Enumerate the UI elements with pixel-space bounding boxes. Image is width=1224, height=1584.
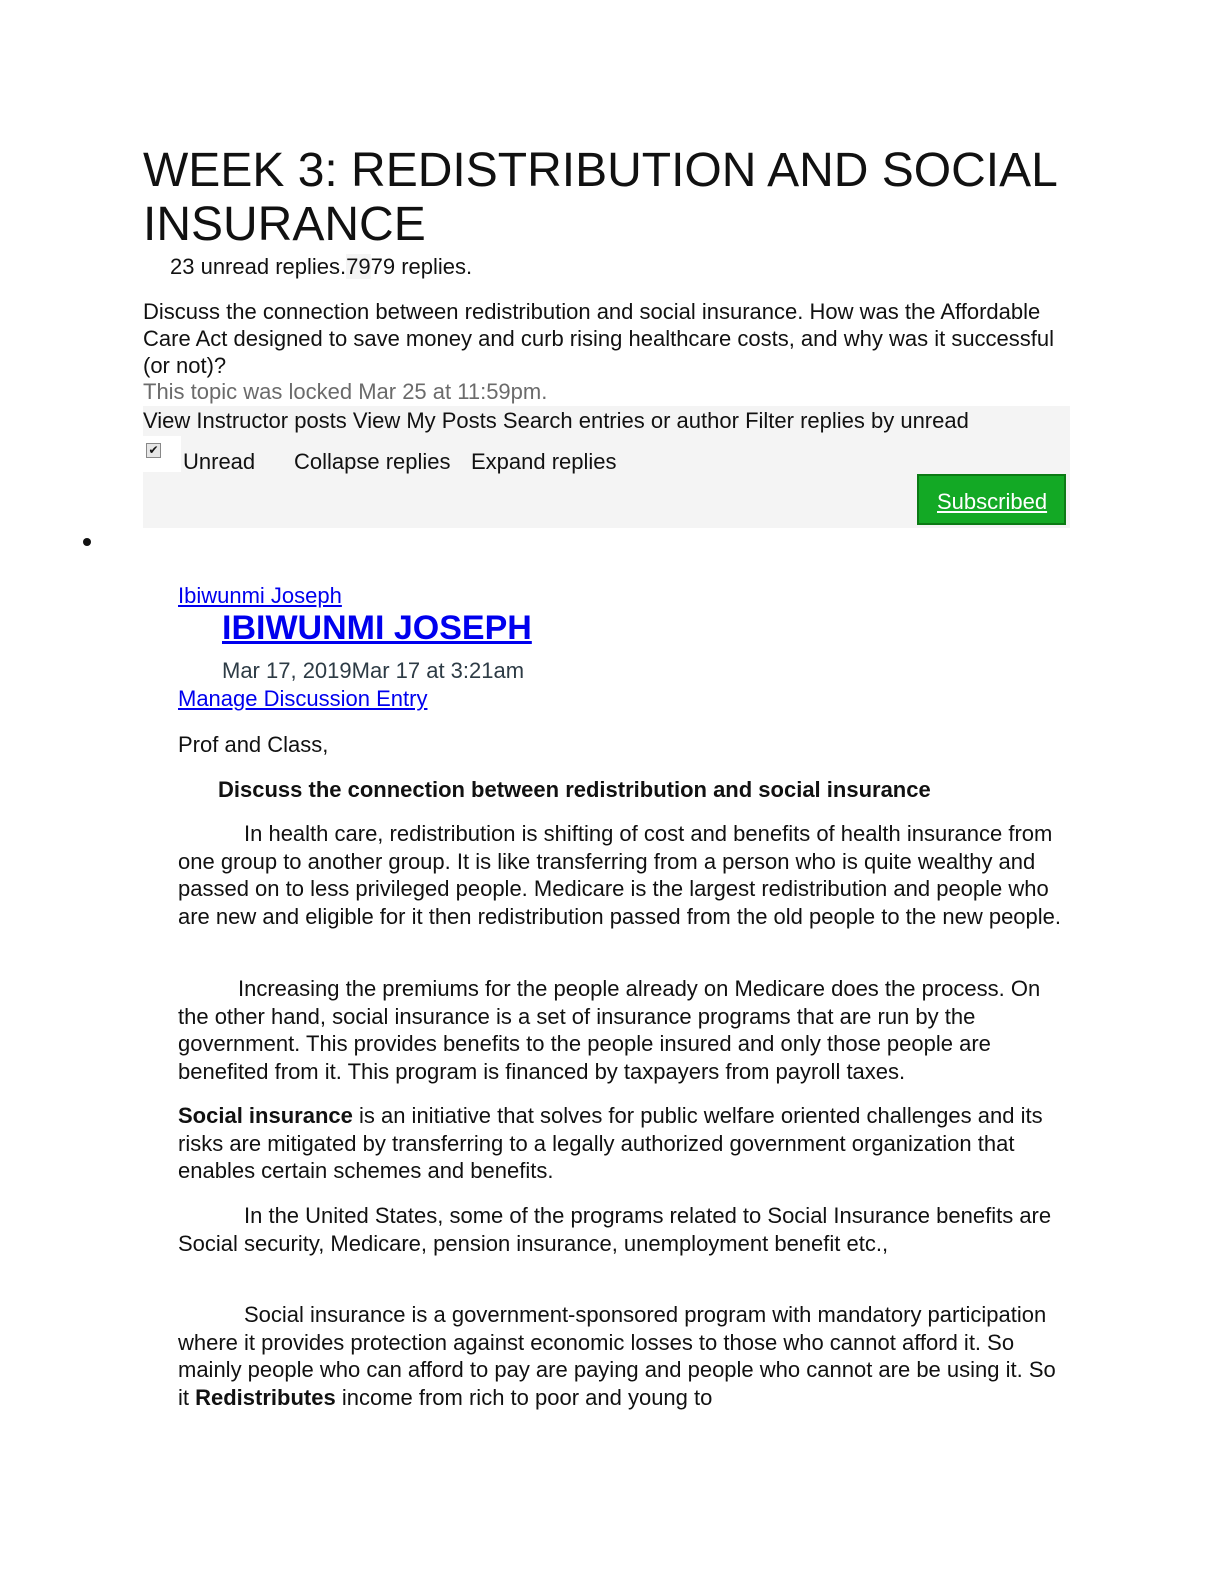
expand-replies-button[interactable]: Expand replies	[471, 449, 617, 474]
view-my-posts-button[interactable]: View My Posts	[352, 408, 497, 433]
post-paragraph: In health care, redistribution is shifting of cost and benefits of health insurance from one group to another group. It is like transferring from a person who is quite wealthy and passed on to less privileged people. Medicare is the largest redistribution and people who are new and eligible for it then redistribution passed from the old people to the new people.	[178, 821, 1062, 929]
collapse-replies-button[interactable]: Collapse replies	[294, 449, 451, 474]
replies-count: 79 replies.	[370, 254, 473, 279]
post-timestamp: Mar 17, 2019Mar 17 at 3:21am	[222, 658, 525, 683]
author-avatar-link[interactable]: Ibiwunmi Joseph	[178, 583, 342, 608]
unread-filter-checkbox[interactable]: ✔	[146, 443, 161, 458]
paragraph-text: is an initiative that solves for public welfare oriented challenges and its risks are mitigated by transferring to a legally authorized government organization that enables certain schemes and benefits.	[178, 1103, 1043, 1183]
manage-discussion-entry-link[interactable]: Manage Discussion Entry	[178, 686, 428, 711]
bold-term: Redistributes	[195, 1384, 336, 1410]
paragraph-text: income from rich to poor and young to	[335, 1384, 713, 1410]
list-bullet	[83, 538, 91, 546]
replies-count-highlight: 79	[346, 254, 371, 279]
post-paragraph	[178, 1102, 1068, 1185]
post-paragraph	[178, 1301, 1068, 1411]
bold-term: Social insurance	[178, 1103, 353, 1128]
filter-unread-label: Filter replies by unread	[745, 408, 969, 433]
topic-prompt: Discuss the connection between redistribution and social insurance. How was the Affordable Care Act designed to save money and curb rising healthcare costs, and why was it successful (or not)?	[143, 299, 1055, 378]
discussion-toolbar	[143, 406, 1070, 528]
unread-replies-count: 23 unread replies.	[170, 254, 347, 279]
subscribed-button[interactable]: Subscribed	[917, 474, 1066, 525]
search-entries-input[interactable]: Search entries or author	[502, 408, 739, 433]
post-greeting: Prof and Class,	[178, 732, 329, 757]
locked-notice: This topic was locked Mar 25 at 11:59pm.	[143, 379, 548, 404]
page-title: WEEK 3: REDISTRIBUTION AND SOCIAL INSURANCE	[143, 144, 1057, 251]
post-paragraph: In the United States, some of the programs related to Social Insurance benefits are Social security, Medicare, pension insurance, unemployment benefit etc.,	[178, 1203, 1052, 1256]
unread-checkbox-container	[143, 436, 181, 472]
paragraph-text: Social insurance is a government-sponsored program with mandatory participation where it provides protection against economic losses to those who cannot afford it. So mainly people who can afford to pay are paying and people who cannot are be using it. So it	[178, 1302, 1056, 1410]
reply-count	[170, 254, 472, 280]
post-paragraph: Increasing the premiums for the people already on Medicare does the process. On the other hand, social insurance is a set of insurance programs that are run by the government. This provides benefits to the people insured and only those people are benefited from it. This program is financed by taxpayers from payroll taxes.	[178, 976, 1041, 1084]
view-instructor-posts-button[interactable]: View Instructor posts	[143, 408, 347, 433]
unread-label: Unread	[183, 449, 256, 474]
toolbar-row	[143, 408, 969, 434]
author-name-link[interactable]: IBIWUNMI JOSEPH	[222, 609, 532, 647]
post-heading: Discuss the connection between redistribution and social insurance	[218, 777, 931, 802]
